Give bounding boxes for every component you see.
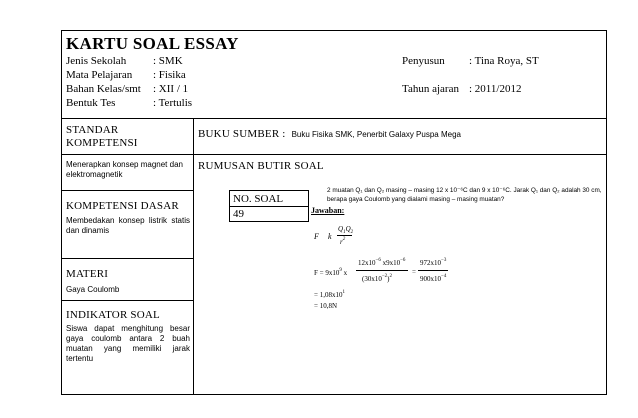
no-soal-value: 49 bbox=[233, 208, 244, 220]
header-value-tahun-ajaran: : 2011/2012 bbox=[469, 83, 522, 95]
header-value-bentuk-tes: : Tertulis bbox=[153, 97, 193, 109]
formula-numerator: $Q_1Q_2$ bbox=[338, 225, 354, 235]
calc-num-2: $972x10^{-3}$ bbox=[420, 258, 447, 267]
header-row-mata-pelajaran: Mata Pelajaran bbox=[66, 69, 133, 81]
standar-kompetensi-title: STANDAR KOMPETENSI bbox=[66, 124, 138, 149]
calc-den-1: $(30x10^{-2})^2$ bbox=[362, 274, 393, 283]
header-row-bentuk-tes: Bentuk Tes bbox=[66, 97, 116, 109]
kompetensi-dasar-title: KOMPETENSI DASAR bbox=[66, 200, 179, 212]
header-row-jenis-sekolah bbox=[66, 55, 126, 68]
standar-kompetensi-text: Menerapkan konsep magnet dan elektromagnetik bbox=[66, 160, 183, 179]
column-divider bbox=[193, 118, 194, 395]
right-divider-1 bbox=[193, 154, 607, 155]
left-divider-3 bbox=[61, 258, 193, 259]
materi-title: MATERI bbox=[66, 268, 109, 280]
header-row-bahan-kelas: Bahan Kelas/smt bbox=[66, 83, 141, 95]
formula-denominator: $r^2$ bbox=[340, 237, 346, 246]
rumusan-butir-soal-title: RUMUSAN BUTIR SOAL bbox=[198, 160, 324, 172]
left-divider-1 bbox=[61, 154, 193, 155]
formula-fraction-bar bbox=[337, 235, 352, 236]
calc-f-eq: $F = 9x10^9$ x bbox=[314, 268, 348, 277]
calc-den-2: $900x10^{-4}$ bbox=[420, 274, 447, 283]
indikator-soal-title: INDIKATOR SOAL bbox=[66, 309, 160, 321]
calc-eq-2: = bbox=[412, 268, 416, 276]
header-divider bbox=[61, 118, 607, 119]
answer-line-2: = 10,8N bbox=[314, 302, 338, 310]
calc-num-1: $12x10^{-6}$ $x9x10^{-6}$ bbox=[358, 258, 406, 267]
buku-sumber-value: Buku Fisika SMK, Penerbit Galaxy Puspa Mega bbox=[291, 130, 461, 139]
header-value-mata-pelajaran: : Fisika bbox=[153, 69, 186, 81]
indikator-soal-text: Siswa dapat menghitung besar gaya coulomb antara 2 buah muatan yang memiliki jarak tertentu bbox=[66, 324, 190, 363]
question-text: 2 muatan Q₁ dan Q₂ masing – masing 12 x 10⁻⁶C dan 9 x 10⁻⁶C. Jarak Q₁ dan Q₂ adalah 30 cm, berapa gaya Coulomb yang dialami masing – masing muatan? bbox=[327, 187, 602, 203]
calc-fraction-bar-2 bbox=[418, 270, 448, 271]
materi-text: Gaya Coulomb bbox=[66, 285, 120, 294]
label: Jenis Sekolah bbox=[66, 55, 127, 67]
formula-k: k bbox=[328, 232, 332, 241]
answer-line-1: = $1,08x10^1$ bbox=[314, 290, 345, 299]
formula-lhs: F bbox=[314, 232, 319, 241]
buku-sumber-label: BUKU SUMBER : bbox=[198, 128, 286, 140]
header-value-penyusun: : Tina Roya, ST bbox=[469, 55, 539, 67]
kompetensi-dasar-text: Membedakan konsep listrik statis dan dinamis bbox=[66, 216, 190, 235]
card-title: KARTU SOAL ESSAY bbox=[66, 34, 239, 53]
buku-sumber-row bbox=[198, 124, 461, 142]
calc-fraction-bar-1 bbox=[356, 270, 408, 271]
left-divider-4 bbox=[61, 300, 193, 301]
no-soal-box-divider bbox=[229, 206, 309, 207]
jawaban-label: Jawaban: bbox=[311, 206, 345, 215]
header-value-bahan-kelas: : XII / 1 bbox=[153, 83, 189, 95]
left-divider-2 bbox=[61, 190, 193, 191]
header-value-jenis-sekolah: : SMK bbox=[153, 55, 183, 67]
header-row-tahun-ajaran: Tahun ajaran bbox=[402, 83, 459, 95]
header-row-penyusun: Penyusun bbox=[402, 55, 445, 67]
no-soal-label: NO. SOAL bbox=[233, 193, 284, 205]
